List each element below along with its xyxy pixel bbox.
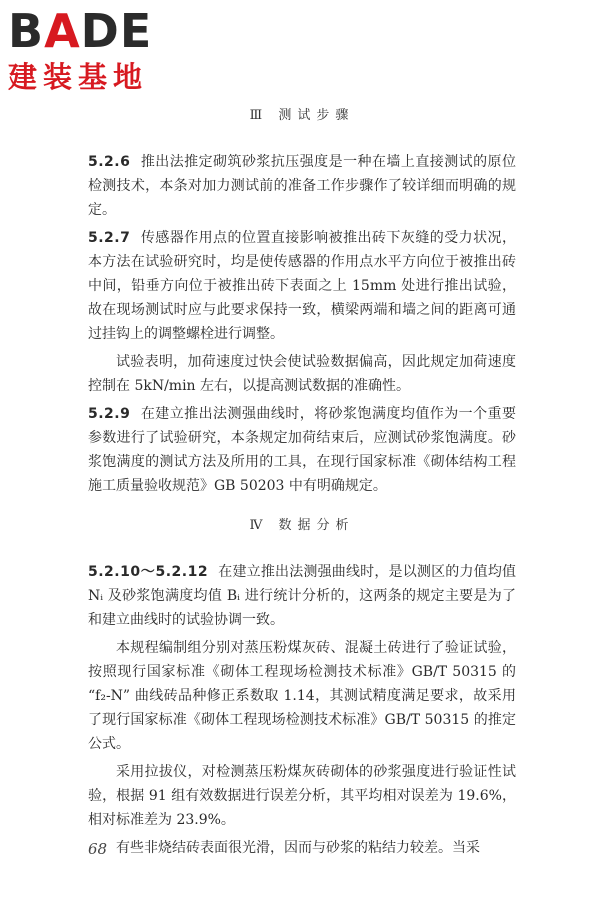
clause-5-2-10-to-5-2-12: [88, 560, 516, 632]
clause-number: 5.2.6: [88, 154, 131, 170]
clause-text: 在建立推出法测强曲线时，是以测区的力值均值 Nᵢ 及砂浆饱满度均值 Bᵢ 进行统计分析的，这两条的规定主要是为了和建立曲线时的试验协调一致。: [88, 564, 517, 628]
page-number: 68: [88, 840, 108, 858]
section-title-test-steps: Ⅲ 测试步骤: [249, 108, 355, 123]
clause-5-2-9: [88, 402, 516, 498]
paragraph-pull-tester: 采用拉拔仪，对检测蒸压粉煤灰砖砌体的砂浆强度进行验证性试验，根据 91 组有效数据进行误差分析，其平均相对误差为 19.6%，相对标准差为 23.9%。: [88, 764, 516, 828]
logo-letter-a: A: [44, 4, 81, 58]
logo-letters-de: DE: [80, 4, 153, 58]
clause-text: 在建立推出法测强曲线时，将砂浆饱满度均值作为一个重要参数进行了试验研究，本条规定加荷结束后，应测试砂浆饱满度。砂浆饱满度的测试方法及所用的工具，在现行国家标准《砌体结构工程施工质量验收规范》GB 50203 中有明确规定。: [88, 406, 516, 494]
clause-text: 传感器作用点的位置直接影响被推出砖下灰缝的受力状况，本方法在试验研究时，均是使传感器的作用点水平方向位于被推出砖中间，铅垂方向位于被推出砖下表面之上 15mm 处进行推出试验，故在现场测试时应与此要求保持一致，横梁两端和墙之间的距离可通过挂钩上的调整螺栓进行调整。: [88, 230, 516, 342]
logo-wordmark: [8, 6, 176, 56]
paragraph-verification-tests: 本规程编制组分别对蒸压粉煤灰砖、混凝土砖进行了验证试验，按照现行国家标准《砌体工程现场检测技术标准》GB/T 50315 的 “f₂-N” 曲线砖品种修正系数取 1.14，其测试精度满足要求，故采用了现行国家标准《砌体工程现场检测技术标准》GB/T 50315 的推定公式。: [88, 640, 516, 752]
bade-logo: [8, 6, 176, 94]
clause-5-2-7: [88, 226, 516, 346]
clause-number: 5.2.7: [88, 230, 131, 246]
logo-subtitle: 建装基地: [8, 60, 149, 94]
clause-number: 5.2.10～5.2.12: [88, 564, 209, 580]
logo-letter-b: B: [8, 4, 45, 58]
document-page: [88, 104, 516, 860]
clause-5-2-6: [88, 150, 516, 222]
clause-number: 5.2.9: [88, 406, 131, 422]
section-title-data-analysis: Ⅳ 数据分析: [249, 518, 355, 533]
paragraph-non-fired-bricks: 有些非烧结砖表面很光滑，因而与砂浆的粘结力较差。当采: [116, 840, 480, 856]
clause-text: 推出法推定砌筑砂浆抗压强度是一种在墙上直接测试的原位检测技术，本条对加力测试前的准备工作步骤作了较详细而明确的规定。: [88, 154, 516, 218]
paragraph-loading-speed: 试验表明，加荷速度过快会使试验数据偏高，因此规定加荷速度控制在 5kN/min 左右，以提高测试数据的准确性。: [88, 354, 516, 394]
